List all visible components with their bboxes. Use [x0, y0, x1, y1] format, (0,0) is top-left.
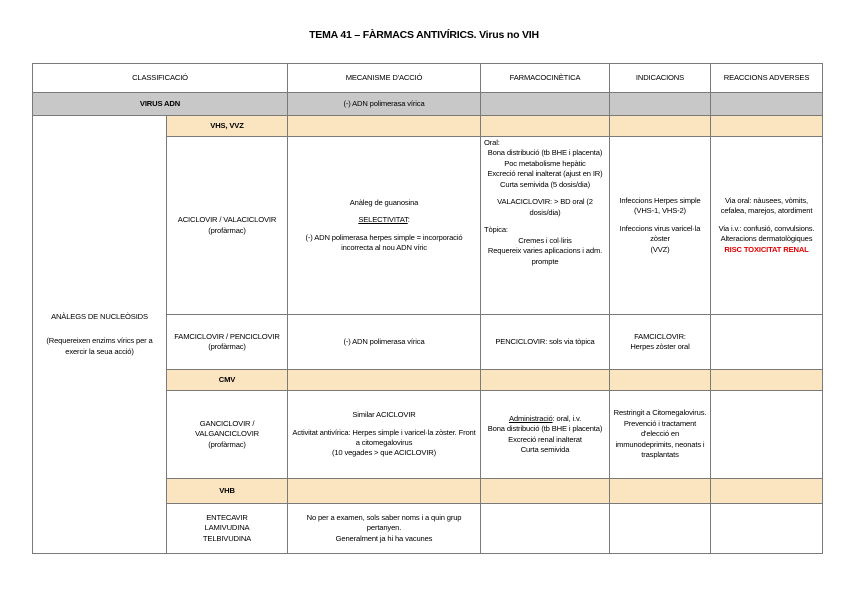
aciclovir-selectivitat: SELECTIVITAT: — [358, 215, 410, 225]
header-mecanisme: MECANISME D'ACCIÓ — [288, 64, 481, 93]
aciclovir-fc-4: Curta semivida (5 dosis/dia) — [500, 179, 590, 189]
famciclovir-farmacocinetica: PENCICLOVIR: sols via tòpica — [481, 315, 610, 370]
ganciclovir-farmacocinetica — [481, 391, 610, 479]
aciclovir-name-cell — [167, 137, 288, 315]
famciclovir-name-cell — [167, 315, 288, 370]
ganciclovir-indicacions — [610, 391, 711, 479]
vhb-drugs-cell — [167, 504, 288, 554]
aciclovir-fc-3: Excreció renal inalterat (ajust en IR) — [487, 169, 603, 179]
ganciclovir-name-cell — [167, 391, 288, 479]
aciclovir-fc-topica: Tòpica: — [484, 225, 508, 235]
aciclovir-ind-2: (VHS-1, VHS-2) — [634, 206, 686, 216]
aciclovir-ra-1: Via oral: nàusees, vòmits, cefalea, marejos, atordiment — [720, 195, 813, 216]
famciclovir-mecanisme: (-) ADN polimerasa vírica — [288, 315, 481, 370]
analegs-title: ANÀLEGS DE NUCLEÒSIDS — [51, 311, 148, 321]
aciclovir-reaccions — [711, 137, 823, 315]
famciclovir-name: FAMCICLOVIR / PENCICLOVIR — [174, 331, 280, 341]
drug-table — [32, 63, 823, 554]
header-row — [33, 64, 823, 93]
ganciclovir-mecanisme — [288, 391, 481, 479]
virus-adn-mecanisme: (-) ADN polimerasa vírica — [288, 93, 481, 116]
page-title: TEMA 41 – FÀRMACS ANTIVÍRICS. Virus no VIH — [309, 29, 539, 41]
ganciclovir-mec-3: (10 vegades > que ACICLOVIR) — [331, 448, 437, 458]
aciclovir-mecanisme — [288, 137, 481, 315]
aciclovir-fc-5: VALACICLOVIR: > BD oral (2 dosis/dia) — [497, 197, 593, 217]
aciclovir-mec-1: Anàleg de guanosina — [349, 197, 419, 207]
ganciclovir-mec-2: Activitat antivírica: Herpes simple i varicel·la zòster. Front a citomegalovirus — [292, 427, 476, 447]
ganciclovir-fc-admin: Administració: oral, i.v. — [508, 413, 582, 423]
ganciclovir-fc-1: Bona distribució (tb BHE i placenta) — [487, 424, 603, 434]
aciclovir-ind-4: (VVZ) — [650, 244, 670, 254]
famciclovir-prodrug: (profàrmac) — [208, 342, 246, 351]
cmv-label: CMV — [167, 370, 288, 391]
ganciclovir-fc-3: Curta semivida — [520, 444, 570, 454]
aciclovir-fc-oral: Oral: — [484, 138, 500, 147]
aciclovir-farmacocinetica — [481, 137, 610, 315]
ganciclovir-prodrug: (profàrmac) — [208, 439, 246, 449]
famciclovir-ind-2: Herpes zòster oral — [630, 342, 690, 351]
ganciclovir-ind-1: Restringit a Citomegalovirus. — [613, 408, 707, 418]
vhb-mec-2: Generalment ja hi ha vacunes — [335, 533, 433, 543]
vhb-drug-entecavir: ENTECAVIR — [206, 512, 248, 522]
ganciclovir-ind-2: Prevenció i tractament d'elecció en immunodeprimits, neonats i trasplantats — [615, 418, 705, 460]
aciclovir-name: ACICLOVIR / VALACICLOVIR — [177, 215, 277, 225]
header-reaccions: REACCIONS ADVERSES — [711, 64, 823, 93]
analegs-note: (Requereixen enzims vírics per a exercir la seua acció) — [46, 336, 153, 356]
aciclovir-prodrug: (profàrmac) — [208, 225, 246, 235]
vhb-label: VHB — [167, 479, 288, 504]
vhb-mec-1: No per a examen, sols saber noms i a quin grup pertanyen. — [306, 512, 462, 533]
famciclovir-indicacions — [610, 315, 711, 370]
aciclovir-fc-7: Requereix varies aplicacions i adm. prompte — [487, 246, 603, 266]
aciclovir-mec-3: (-) ADN polimerasa herpes simple = incorporació incorrecta al nou ADN víric — [305, 232, 463, 252]
header-classificacio: CLASSIFICACIÓ — [33, 64, 288, 93]
virus-adn-row — [33, 93, 823, 116]
aciclovir-ra-3-toxicitat: RISC TOXICITAT RENAL — [724, 244, 809, 254]
analegs-cell — [33, 116, 167, 554]
aciclovir-fc-1: Bona distribució (tb BHE i placenta) — [487, 148, 603, 158]
aciclovir-ind-1: Infeccions Herpes simple — [619, 195, 701, 205]
vhs-vvz-row — [33, 116, 823, 137]
aciclovir-indicacions — [610, 137, 711, 315]
ganciclovir-name: GANCICLOVIR / VALGANCICLOVIR — [194, 418, 259, 439]
vhb-drug-lamivudina: LAMIVUDINA — [204, 523, 250, 533]
header-farmacocinetica: FARMACOCINÈTICA — [481, 64, 610, 93]
famciclovir-ind-1: FAMCICLOVIR: — [634, 331, 686, 341]
virus-adn-label: VIRUS ADN — [33, 93, 288, 116]
ganciclovir-fc-2: Excreció renal inalterat — [508, 434, 582, 444]
aciclovir-fc-2: Poc metabolisme hepàtic — [504, 158, 586, 168]
vhb-drug-telbivudina: TELBIVUDINA — [202, 533, 252, 543]
aciclovir-ra-2: Via i.v.: confusió, convulsions. Alteracions dermatològiques — [718, 223, 815, 244]
header-indicacions: INDICACIONS — [610, 64, 711, 93]
aciclovir-ind-3: Infeccions virus varicel·la zòster — [619, 223, 701, 244]
ganciclovir-mec-1: Similar ACICLOVIR — [352, 410, 416, 420]
vhs-vvz-label: VHS, VVZ — [167, 116, 288, 137]
aciclovir-fc-6: Cremes i col·liris — [518, 235, 572, 245]
vhb-mecanisme — [288, 504, 481, 554]
